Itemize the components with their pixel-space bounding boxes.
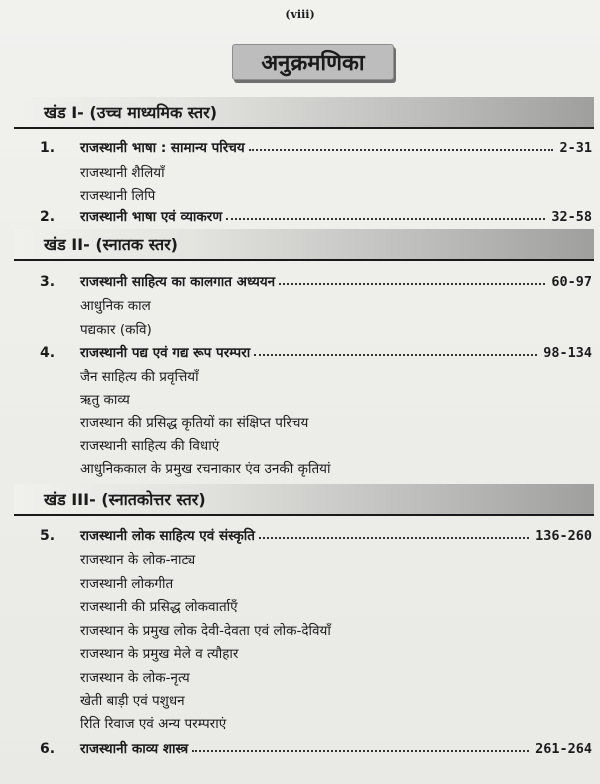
section-header-3 — [14, 484, 594, 516]
chapter-number: 6. — [40, 741, 56, 757]
page-number: (viii) — [285, 8, 315, 21]
toc-entry[interactable] — [40, 524, 592, 544]
chapter-title: राजस्थानी भाषा एवं व्याकरण — [80, 209, 223, 225]
subtopic: राजस्थानी शैलियाँ — [80, 165, 165, 181]
section-label: खंड III- (स्नातकोत्तर स्तर) — [44, 490, 206, 509]
chapter-title: राजस्थानी पद्य एवं गद्य रूप परम्परा — [80, 345, 251, 361]
page-range: 98-134 — [543, 345, 592, 361]
subtopic: राजस्थान के लोक-नृत्य — [80, 670, 190, 686]
subtopic: राजस्थान के प्रमुख मेले व त्यौहार — [80, 646, 239, 662]
toc-entry[interactable] — [40, 737, 592, 757]
subtopic: राजस्थान के प्रमुख लोक देवी-देवता एवं लोक-देवियाँ — [80, 623, 331, 639]
subtopic: राजस्थानी लोकगीत — [80, 576, 174, 592]
leader-dots — [254, 353, 537, 356]
chapter-number: 2. — [40, 209, 56, 225]
page-range: 136-260 — [535, 528, 592, 544]
toc-entry[interactable] — [40, 341, 592, 361]
toc-entry[interactable] — [40, 270, 592, 290]
section-header-1 — [14, 97, 594, 129]
toc-entry[interactable] — [40, 136, 592, 156]
leader-dots — [226, 217, 545, 220]
subtopic: आधुनिककाल के प्रमुख रचनाकार एंव उनकी कृतियां — [80, 461, 331, 477]
subtopic: राजस्थान के लोक-नाट्य — [80, 552, 196, 568]
subtopic: राजस्थानी लिपि — [80, 188, 156, 204]
leader-dots — [192, 749, 529, 752]
chapter-title: राजस्थानी लोक साहित्य एवं संस्कृति — [80, 528, 255, 544]
chapter-number: 4. — [40, 345, 56, 361]
chapter-title: राजस्थानी काव्य शास्त्र — [80, 741, 189, 757]
leader-dots — [249, 148, 554, 151]
section-label: खंड II- (स्नातक स्तर) — [44, 235, 178, 254]
subtopic: खेती बाड़ी एवं पशुधन — [80, 693, 185, 709]
page-range: 2-31 — [559, 140, 592, 156]
toc-heading: अनुक्रमणिका — [232, 44, 394, 80]
subtopic: रिति रिवाज एवं अन्य परम्पराएं — [80, 716, 227, 732]
subtopic: आधुनिक काल — [80, 298, 151, 314]
toc-entry[interactable] — [40, 205, 592, 225]
leader-dots — [279, 282, 545, 285]
section-header-2 — [14, 229, 594, 261]
subtopic: राजस्थानी की प्रसिद्ध लोकवार्ताएँ — [80, 599, 238, 615]
chapter-title: राजस्थानी साहित्य का कालगात अध्ययन — [80, 274, 276, 290]
subtopic: जैन साहित्य की प्रवृत्तियाँ — [80, 369, 199, 385]
chapter-number: 1. — [40, 140, 56, 156]
section-label: खंड I- (उच्च माध्यमिक स्तर) — [44, 103, 218, 122]
chapter-title: राजस्थानी भाषा : सामान्य परिचय — [80, 140, 245, 156]
page-range: 60-97 — [551, 274, 592, 290]
subtopic: राजस्थान की प्रसिद्ध कृतियों का संक्षिप्त परिचय — [80, 415, 309, 431]
chapter-number: 3. — [40, 274, 56, 290]
subtopic: ऋतु काव्य — [80, 392, 130, 408]
leader-dots — [259, 536, 529, 539]
subtopic: पद्यकार (कवि) — [80, 322, 152, 338]
page-range: 261-264 — [535, 741, 592, 757]
chapter-number: 5. — [40, 528, 56, 544]
subtopic: राजस्थानी साहित्य की विधाएं — [80, 438, 220, 454]
page-range: 32-58 — [551, 209, 592, 225]
